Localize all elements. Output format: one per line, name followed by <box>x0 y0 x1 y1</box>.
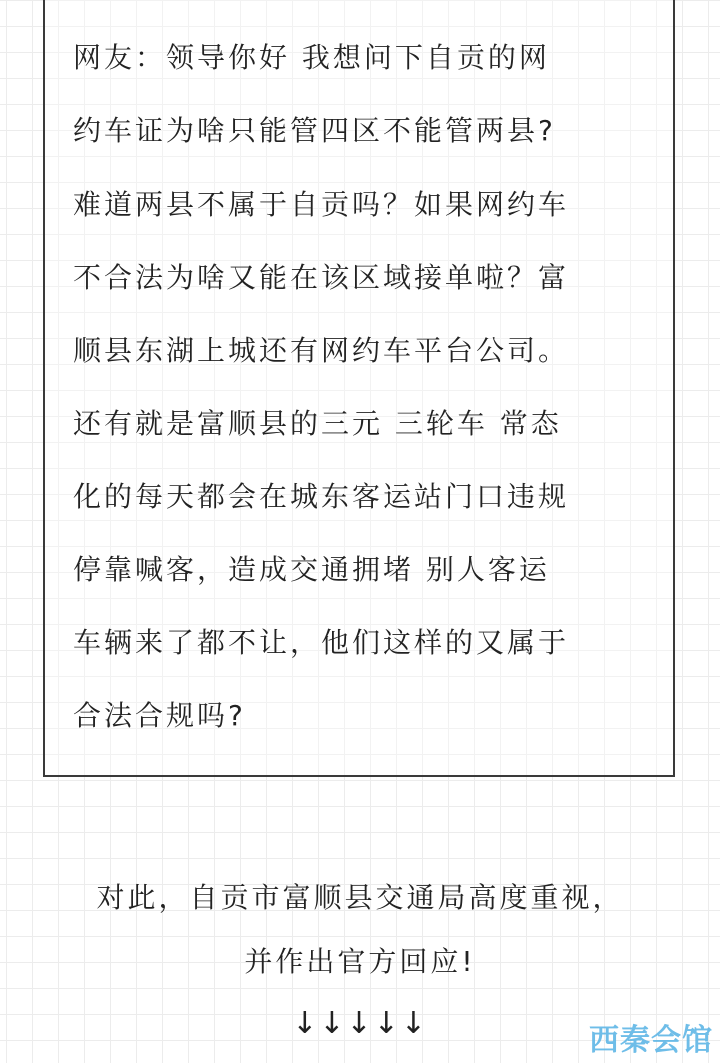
question-line-10: 合法合规吗? <box>73 699 246 732</box>
question-line-8: 停靠喊客，造成交通拥堵 别人客运 <box>73 553 550 586</box>
question-line-3: 难道两县不属于自贡吗？如果网约车 <box>73 188 570 221</box>
question-line-6: 还有就是富顺县的三元 三轮车 常态 <box>73 407 562 440</box>
question-line-4: 不合法为啥又能在该区域接单啦？富 <box>73 261 570 294</box>
watermark-logo: 西秦会馆 <box>589 1023 713 1058</box>
question-line-1: 网友：领导你好 我想问下自贡的网 <box>73 41 550 74</box>
question-line-2: 约车证为啥只能管四区不能管两县? <box>73 114 556 147</box>
response-line-2: 并作出官方回应! <box>244 945 476 978</box>
question-line-7: 化的每天都会在城东客运站门口违规 <box>73 480 570 513</box>
question-line-9: 车辆来了都不让，他们这样的又属于 <box>73 626 570 659</box>
question-line-5: 顺县东湖上城还有网约车平台公司。 <box>73 334 570 367</box>
response-line-1: 对此，自贡市富顺县交通局高度重视， <box>96 881 624 914</box>
down-arrows: ↓↓↓↓↓ <box>292 1006 428 1041</box>
